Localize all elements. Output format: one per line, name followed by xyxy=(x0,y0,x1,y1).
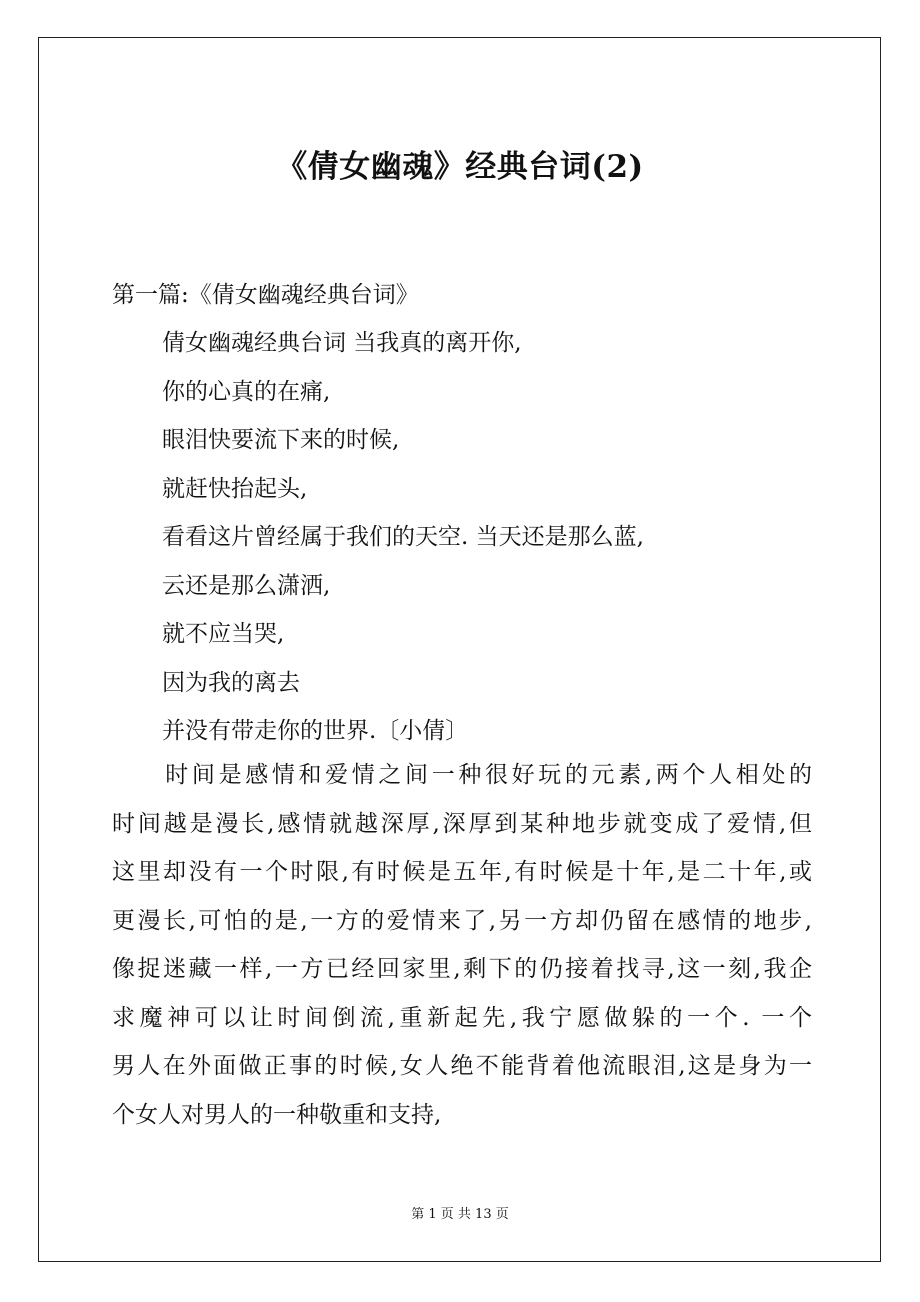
prose-line: 像捉迷藏一样,一方已经回家里,剩下的仍接着找寻,这一刻,我企 xyxy=(112,956,812,982)
page-footer: 第 1 页 共 13 页 xyxy=(411,1207,509,1222)
verse-line: 看看这片曾经属于我们的天空. 当天还是那么蓝, xyxy=(162,524,644,550)
section-heading: 第一篇:《倩女幽魂经典台词》 xyxy=(112,282,419,308)
prose-line: 男人在外面做正事的时候,女人绝不能背着他流眼泪,这是身为一 xyxy=(112,1053,812,1079)
prose-line: 求魔神可以让时间倒流,重新起先,我宁愿做躲的一个. 一个 xyxy=(112,1004,812,1031)
prose-line: 时间是感情和爱情之间一种很好玩的元素,两个人相处的 xyxy=(112,762,812,788)
verse-line: 因为我的离去 xyxy=(162,669,300,696)
verse-line: 云还是那么潇洒, xyxy=(162,572,331,599)
prose-line: 时间越是漫长,感情就越深厚,深厚到某种地步就变成了爱情,但 xyxy=(112,810,812,837)
document-title: 《倩女幽魂》经典台词(2) xyxy=(276,149,644,185)
prose-paragraph xyxy=(112,758,812,1146)
verse-line: 你的心真的在痛, xyxy=(162,378,331,405)
verse-line: 倩女幽魂经典台词 当我真的离开你, xyxy=(162,330,522,356)
verse-block xyxy=(162,326,644,763)
verse-line: 就赶快抬起头, xyxy=(162,475,308,502)
verse-line: 并没有带走你的世界.〔小倩〕 xyxy=(162,718,469,744)
prose-line: 个女人对男人的一种敬重和支持, xyxy=(112,1101,442,1128)
prose-line: 更漫长,可怕的是,一方的爱情来了,另一方却仍留在感情的地步, xyxy=(112,907,812,934)
prose-line: 这里却没有一个时限,有时候是五年,有时候是十年,是二十年,或 xyxy=(112,859,812,885)
verse-line: 眼泪快要流下来的时候, xyxy=(162,427,400,453)
verse-line: 就不应当哭, xyxy=(162,621,285,647)
